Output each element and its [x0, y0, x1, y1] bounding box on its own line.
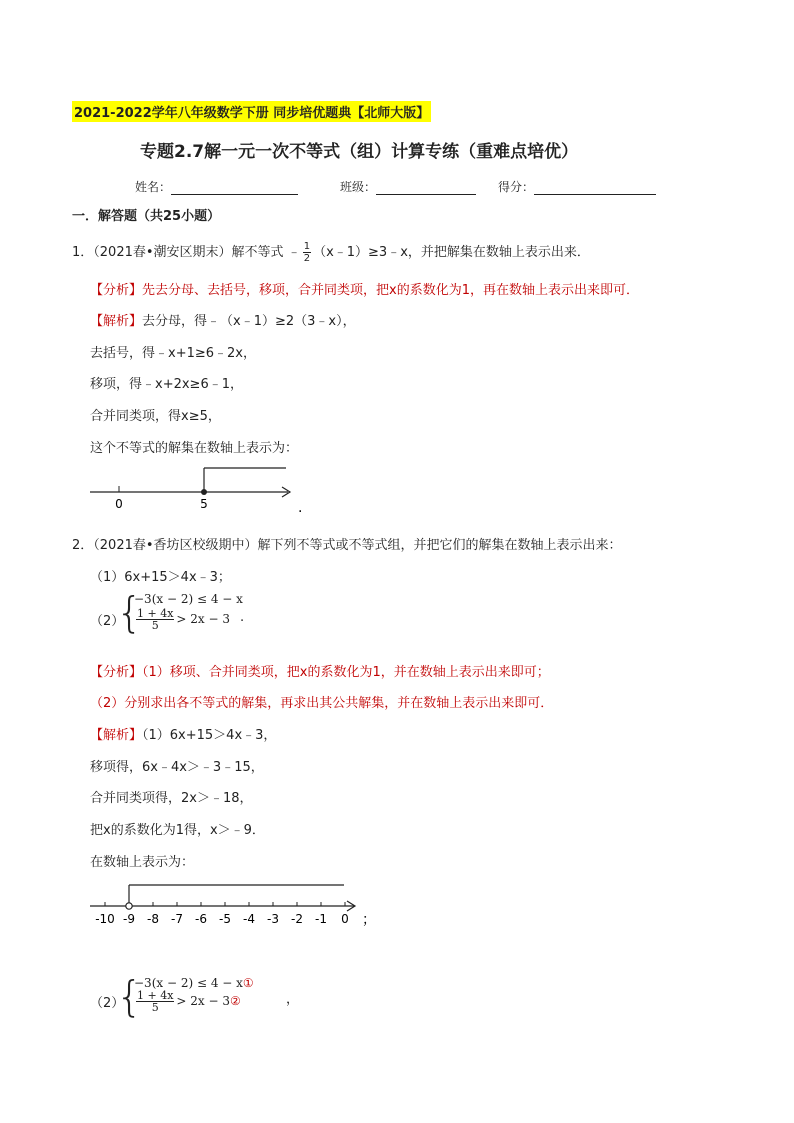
q2-tick-label: -6 — [195, 912, 207, 926]
q2-part2-system — [90, 590, 290, 642]
q2-axis-end: ； — [362, 912, 376, 928]
q2-open-dot — [126, 903, 132, 909]
q2-tick-label: -10 — [95, 912, 115, 926]
q1-analysis-text: 先去分母、去括号，移项，合并同类项，把x的系数化为1，再在数轴上表示出来即可． — [142, 283, 639, 298]
q1-analysis — [90, 279, 639, 298]
q2-tick-label: -7 — [171, 912, 183, 926]
q1-frac-den: 2 — [303, 253, 311, 264]
q1-step4: 合并同类项，得x≥5， — [90, 409, 221, 424]
q2-tick-label: -5 — [219, 912, 231, 926]
q1-lead: 1．（2021春•潮安区期末）解不等式 — [72, 245, 284, 260]
q2-sol3: 把x的系数化为1得，x＞﹣9． — [90, 823, 265, 838]
q2-sys-line2-rest: > 2x − 3 — [176, 612, 231, 626]
q2-tick-label: -2 — [291, 912, 303, 926]
section-heading: 一．解答题（共25小题） — [72, 209, 221, 224]
q1-solution — [90, 310, 356, 329]
q2-sol1: 移项得，6x﹣4x＞﹣3﹣15， — [90, 760, 264, 775]
q2-tick-label: 0 — [341, 912, 349, 926]
q1-label-5: 5 — [200, 497, 208, 511]
q2-sol2: 合并同类项得，2x＞﹣18， — [90, 791, 253, 806]
q1-step3: 移项，得﹣x+2x≥6﹣1， — [90, 377, 243, 392]
q2-p2-line1-text: −3(x − 2) ≤ 4 − x① — [134, 976, 254, 990]
q2-number-line — [86, 876, 386, 936]
class-underline — [376, 182, 476, 195]
q1-question — [72, 241, 590, 264]
q2-sys-frac-den: 5 — [151, 619, 159, 632]
q1-neg: ﹣ — [287, 245, 301, 260]
q2-solution-head — [90, 724, 276, 743]
q2-p2-end: ， — [286, 992, 300, 1007]
q2-part1: （1）6x+15＞4x﹣3； — [90, 570, 231, 585]
q1-frac-num: 1 — [303, 241, 311, 252]
q1-step2: 去括号，得﹣x+1≥6﹣2x， — [90, 346, 256, 361]
q1-label-0: 0 — [115, 497, 123, 511]
q1-rest: （x﹣1）≥3﹣x，并把解集在数轴上表示出来． — [313, 245, 590, 260]
q1-fraction — [303, 241, 311, 264]
q1-end-mark: . — [298, 500, 303, 516]
q2-solution-tag: 【解析】 — [90, 728, 143, 743]
q1-solution-tag: 【解析】 — [90, 314, 143, 329]
q2-tick-label: -8 — [147, 912, 159, 926]
q2-p2-line2-rest: > 2x − 3② — [176, 994, 241, 1008]
class-field[interactable] — [340, 178, 476, 195]
q2-sys-frac-num: 1 + 4x — [137, 607, 174, 620]
q1-analysis-tag: 【分析】 — [90, 283, 143, 298]
q2-p2-brace: { — [116, 972, 143, 1021]
score-underline — [534, 182, 656, 195]
page-title: 专题2.7解一元一次不等式（组）计算专练（重难点培优） — [140, 142, 579, 162]
q2-part2-solution-system — [90, 974, 330, 1026]
q2-sys-line1: −3(x − 2) ≤ 4 − x — [134, 592, 243, 606]
q2-part2-label: （2） — [90, 614, 125, 629]
q2-tick-label: -3 — [267, 912, 279, 926]
q2-p2-frac-den: 5 — [151, 1001, 159, 1014]
q2-p2-label: （2） — [90, 996, 125, 1011]
score-field[interactable] — [498, 178, 656, 195]
q2-tick-label: -9 — [123, 912, 135, 926]
q2-tick-label: -4 — [243, 912, 255, 926]
q2-part2-end: . — [240, 610, 245, 625]
class-label: 班级： — [340, 180, 377, 194]
q2-sys-line2 — [134, 608, 230, 631]
q2-tick-label: -1 — [315, 912, 327, 926]
q2-sol-head: （1）6x+15＞4x﹣3， — [142, 728, 277, 743]
q1-closed-dot — [201, 489, 207, 495]
name-label: 姓名： — [135, 180, 172, 194]
q2-p2-line1 — [134, 976, 254, 990]
q2-analysis1-text: （1）移项、合并同类项，把x的系数化为1，并在数轴上表示出来即可； — [142, 665, 550, 680]
q2-analysis2: （2）分别求出各不等式的解集，再求出其公共解集，并在数轴上表示出来即可． — [90, 696, 554, 711]
banner: 2021-2022学年八年级数学下册 同步培优题典【北师大版】 — [72, 101, 431, 122]
score-label: 得分： — [498, 180, 535, 194]
name-field[interactable] — [135, 178, 298, 195]
q1-step5: 这个不等式的解集在数轴上表示为： — [90, 441, 299, 456]
q2-sol4: 在数轴上表示为： — [90, 855, 195, 870]
q1-number-line — [86, 462, 316, 518]
q2-p2-line2 — [134, 990, 241, 1013]
q2-p2-frac-num: 1 + 4x — [137, 989, 174, 1002]
name-underline — [171, 182, 298, 195]
q2-brace: { — [116, 588, 143, 637]
q1-step1: 去分母，得﹣（x﹣1）≥2（3﹣x）， — [142, 314, 356, 329]
q2-analysis1 — [90, 661, 550, 680]
q2-analysis-tag: 【分析】 — [90, 665, 143, 680]
q2-question: 2．（2021春•香坊区校级期中）解下列不等式或不等式组，并把它们的解集在数轴上表示出来： — [72, 538, 622, 553]
